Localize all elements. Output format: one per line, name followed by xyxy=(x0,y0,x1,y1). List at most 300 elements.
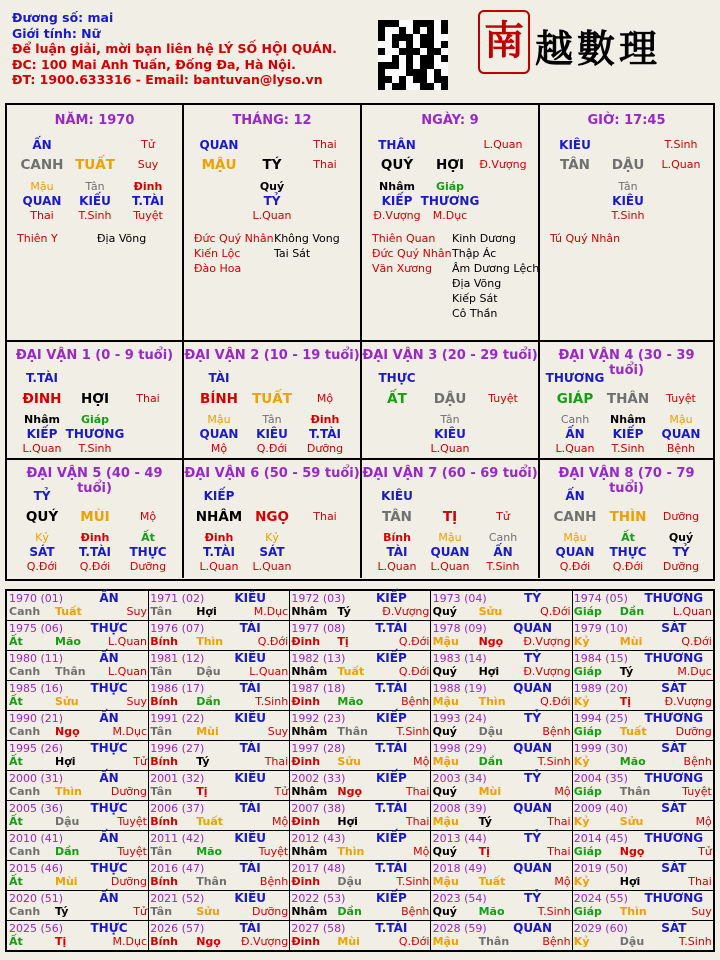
year-god: ẤN xyxy=(99,711,119,725)
dai-van-can: TÂN xyxy=(382,509,412,525)
year-branch: Tý xyxy=(478,815,492,828)
year-god: THƯƠNG xyxy=(644,711,704,725)
dai-van-state: Thai xyxy=(136,392,160,405)
year-label: 1972 (03) xyxy=(291,592,346,605)
star-label: Thiên Quan xyxy=(372,232,436,245)
star-label: Tai Sát xyxy=(274,247,311,260)
year-label: 1986 (17) xyxy=(150,682,205,695)
dai-van-god: T.TÀI xyxy=(26,371,58,385)
year-label: 1980 (11) xyxy=(9,652,64,665)
year-cell xyxy=(7,861,149,891)
pillar-chi: DẬU xyxy=(611,157,645,173)
year-stem: Mậu xyxy=(432,635,459,648)
year-branch: Tị xyxy=(619,695,632,708)
year-cell xyxy=(431,891,573,921)
hidden-stem: Ất xyxy=(621,531,635,544)
year-stem: Đinh xyxy=(291,755,321,768)
year-stem: Ất xyxy=(9,755,23,768)
year-label: 1974 (05) xyxy=(573,592,628,605)
year-state: M.Dục xyxy=(112,935,147,948)
year-state: Dưỡng xyxy=(110,875,147,888)
hidden-god: T.TÀI xyxy=(309,427,341,441)
year-state: Suy xyxy=(267,725,289,738)
year-stem: Tân xyxy=(150,665,173,678)
hidden-state: L.Quan xyxy=(252,560,292,573)
year-branch: Mùi xyxy=(196,725,219,738)
year-state: Đ.Vượng xyxy=(523,635,571,648)
hidden-god: T.TÀI xyxy=(132,194,164,208)
year-cell xyxy=(572,771,714,801)
year-label: 1978 (09) xyxy=(432,622,487,635)
dai-van-chi: DẬU xyxy=(433,391,467,407)
stars-right xyxy=(452,231,539,321)
year-god: T.TÀI xyxy=(375,921,408,935)
dai-van-god: THỰC xyxy=(378,371,416,385)
year-label: 2028 (59) xyxy=(432,922,487,935)
year-label: 1999 (30) xyxy=(573,742,628,755)
year-cell xyxy=(289,621,431,651)
star-label: Địa Võng xyxy=(452,277,502,290)
year-cell xyxy=(289,891,431,921)
hidden-state: L.Quan xyxy=(555,442,595,455)
year-label: 2008 (39) xyxy=(432,802,487,815)
year-label: 2023 (54) xyxy=(432,892,487,905)
dai-van-can: ĐINH xyxy=(22,391,62,407)
year-state: T.Sinh xyxy=(537,755,571,768)
year-god: SÁT xyxy=(661,801,687,815)
hidden-state: Dưỡng xyxy=(306,442,344,455)
year-stem: Giáp xyxy=(573,905,602,918)
year-label: 2004 (35) xyxy=(573,772,628,785)
dai-van-can: GIÁP xyxy=(556,391,594,407)
dai-van-title: ĐẠI VẬN 7 (60 - 69 tuổi) xyxy=(362,466,538,481)
year-state: Q.Đới xyxy=(681,635,712,648)
dai-van-god: TÀI xyxy=(208,371,230,385)
hidden-god: T.TÀI xyxy=(79,545,111,559)
year-stem: Giáp xyxy=(573,785,602,798)
year-stem: Tân xyxy=(150,845,173,858)
star-label: Đức Quý Nhân xyxy=(194,232,274,245)
year-branch: Ngọ xyxy=(196,935,221,948)
dai-van-state: Tuyệt xyxy=(666,392,696,405)
year-label: 1988 (19) xyxy=(432,682,487,695)
year-state: Đ.Vượng xyxy=(240,935,289,948)
year-cell xyxy=(7,741,149,771)
year-stem: Ất xyxy=(9,935,23,948)
year-branch: Mùi xyxy=(619,635,643,648)
year-state: Mộ xyxy=(413,755,430,768)
pillar-top-god: THÂN xyxy=(378,138,416,152)
year-state: Dưỡng xyxy=(110,785,147,798)
dai-van-state: Dưỡng xyxy=(662,510,700,523)
year-stem: Quý xyxy=(432,725,457,738)
dai-van-title: ĐẠI VẬN 3 (20 - 29 tuổi) xyxy=(362,348,538,363)
year-stem: Đinh xyxy=(291,935,321,948)
year-branch: Hợi xyxy=(337,815,358,828)
hidden-god: THỰC xyxy=(609,545,647,559)
hidden-stem: Bính xyxy=(383,531,411,544)
year-stem: Canh xyxy=(9,605,41,618)
year-god: THỰC xyxy=(90,741,128,755)
year-branch: Dần xyxy=(619,605,645,618)
year-state: Q.Đới xyxy=(540,605,571,618)
year-branch: Ngọ xyxy=(337,785,363,798)
pillar-top-state: T.Sinh xyxy=(664,138,698,151)
year-stem: Tân xyxy=(150,785,173,798)
hidden-state: L.Quan xyxy=(377,560,417,573)
pillar-top-god: ẤN xyxy=(32,138,52,152)
year-god: KIÊU xyxy=(234,891,267,905)
year-label: 1984 (15) xyxy=(573,652,628,665)
year-cell xyxy=(148,861,290,891)
hidden-god: QUAN xyxy=(661,427,701,441)
year-branch: Thìn xyxy=(478,695,506,708)
seal-logo: 南 xyxy=(478,10,530,74)
year-god: T.TÀI xyxy=(375,741,408,755)
year-god: THƯƠNG xyxy=(644,831,704,845)
year-god: KIẾP xyxy=(376,771,407,785)
year-label: 2025 (56) xyxy=(9,922,64,935)
year-god: KIẾP xyxy=(376,831,407,845)
hidden-state: L.Quan xyxy=(22,442,62,455)
year-label: 1977 (08) xyxy=(291,622,346,635)
year-god: QUAN xyxy=(513,681,553,695)
year-state: Thai xyxy=(547,845,571,858)
year-state: Q.Đới xyxy=(398,635,430,648)
year-label: 1987 (18) xyxy=(291,682,346,695)
year-branch: Mùi xyxy=(337,935,360,948)
year-state: Mộ xyxy=(554,875,571,888)
hidden-state: T.Sinh xyxy=(78,209,112,222)
dai-van-state: Tử xyxy=(496,510,510,523)
year-god: THỰC xyxy=(90,801,128,815)
hidden-stem: Kỷ xyxy=(265,531,279,544)
year-god: SÁT xyxy=(661,861,687,875)
year-state: L.Quan xyxy=(108,665,147,678)
dai-van-title: ĐẠI VẬN 2 (10 - 19 tuổi) xyxy=(184,348,360,363)
year-label: 2003 (34) xyxy=(432,772,487,785)
year-state: Tử xyxy=(133,905,147,918)
year-state: Bệnh xyxy=(401,905,430,918)
year-stem: Quý xyxy=(432,905,457,918)
year-state: Mộ xyxy=(554,785,571,798)
year-branch: Tý xyxy=(196,755,210,768)
year-stem: Nhâm xyxy=(291,905,328,918)
year-stem: Canh xyxy=(9,785,41,798)
dai-van-chi: TỊ xyxy=(442,509,458,525)
hidden-stem: Đinh xyxy=(80,531,110,544)
year-god: SÁT xyxy=(661,681,687,695)
year-branch: Tý xyxy=(619,665,634,678)
hidden-god: THƯƠNG xyxy=(65,427,125,441)
qr-code xyxy=(378,20,448,90)
hidden-god: QUAN xyxy=(430,545,470,559)
year-branch: Tị xyxy=(337,635,349,648)
chart-grid xyxy=(5,103,715,581)
year-state: Suy xyxy=(126,695,147,708)
hidden-god: QUAN xyxy=(555,545,595,559)
year-cell xyxy=(148,831,290,861)
year-branch: Thìn xyxy=(619,905,647,918)
year-stem: Kỷ xyxy=(573,935,590,948)
year-state: Mộ xyxy=(271,815,289,828)
year-branch: Hợi xyxy=(619,875,641,888)
year-stem: Quý xyxy=(432,785,457,798)
year-cell xyxy=(7,591,149,621)
dai-van-state: Tuyệt xyxy=(488,392,518,405)
pillar-title: THÁNG: 12 xyxy=(232,113,312,128)
year-label: 1982 (13) xyxy=(291,652,346,665)
owner-name: Đương số: mai xyxy=(12,10,114,25)
stars-right xyxy=(274,231,340,261)
year-branch: Mão xyxy=(55,635,81,648)
year-cell xyxy=(572,651,714,681)
dai-van-god: THƯƠNG xyxy=(545,371,605,385)
dai-van-state: Mộ xyxy=(316,392,334,405)
year-label: 1971 (02) xyxy=(150,592,205,605)
year-state: Q.Đới xyxy=(398,935,430,948)
hidden-stem: Ất xyxy=(141,531,155,544)
year-god: SÁT xyxy=(661,921,687,935)
hidden-stem: Nhâm xyxy=(610,413,646,426)
hidden-stem: Quý xyxy=(259,180,285,193)
year-branch: Dậu xyxy=(196,665,221,678)
pillar-state: Thai xyxy=(313,158,337,171)
year-branch: Ngọ xyxy=(478,635,504,648)
year-branch: Tị xyxy=(55,935,67,948)
year-state: Bệnh xyxy=(259,875,289,888)
year-state: M.Dục xyxy=(112,725,147,738)
year-god: KIẾP xyxy=(376,891,407,905)
year-label: 2014 (45) xyxy=(573,832,628,845)
year-branch: Mão xyxy=(619,755,646,768)
hidden-god: KIẾP xyxy=(381,194,413,208)
year-label: 1994 (25) xyxy=(573,712,628,725)
hidden-stem: Giáp xyxy=(80,413,110,426)
year-cell xyxy=(148,921,290,951)
year-branch: Mão xyxy=(337,695,364,708)
stars-left xyxy=(194,231,274,276)
year-god: KIÊU xyxy=(234,591,267,605)
year-stem: Giáp xyxy=(573,665,602,678)
pillar-chi: TUẤT xyxy=(75,157,115,173)
year-state: Đ.Vượng xyxy=(523,665,571,678)
year-label: 1970 (01) xyxy=(9,592,64,605)
year-branch: Thân xyxy=(196,875,227,888)
pillar-state: Đ.Vượng xyxy=(479,158,527,171)
year-god: TÀI xyxy=(239,861,261,875)
year-god: TÀI xyxy=(239,741,261,755)
pillar-top-state: L.Quan xyxy=(483,138,523,151)
year-label: 2005 (36) xyxy=(9,802,64,815)
year-cell xyxy=(7,651,149,681)
year-state: L.Quan xyxy=(108,635,147,648)
dai-van-cell xyxy=(540,342,713,460)
year-cell xyxy=(289,741,431,771)
year-god: TỶ xyxy=(524,831,542,845)
year-branch: Mão xyxy=(196,845,223,858)
year-god: THƯƠNG xyxy=(644,771,704,785)
year-state: Tuyệt xyxy=(258,845,289,858)
star-label: Kiếp Sát xyxy=(452,292,498,305)
hidden-state: Q.Đới xyxy=(26,560,58,573)
dai-van-title: ĐẠI VẬN 5 (40 - 49 tuổi) xyxy=(26,466,163,496)
year-god: QUAN xyxy=(513,801,553,815)
year-label: 1976 (07) xyxy=(150,622,205,635)
year-state: Q.Đới xyxy=(257,635,289,648)
year-state: Thai xyxy=(547,815,571,828)
year-branch: Hợi xyxy=(196,605,217,618)
year-stem: Giáp xyxy=(573,605,602,618)
year-stem: Canh xyxy=(9,725,41,738)
hidden-state: L.Quan xyxy=(252,209,292,222)
dai-van-title: ĐẠI VẬN 6 (50 - 59 tuổi) xyxy=(184,466,360,481)
pillar-cell xyxy=(362,105,540,342)
pillar-top-state: Thai xyxy=(313,138,337,151)
year-cell xyxy=(289,651,431,681)
year-stem: Quý xyxy=(432,605,457,618)
year-label: 2021 (52) xyxy=(150,892,205,905)
year-god: TỶ xyxy=(524,891,542,905)
year-stem: Bính xyxy=(150,815,179,828)
year-god: TÀI xyxy=(239,681,261,695)
year-branch: Tuất xyxy=(478,875,506,888)
year-state: M.Dục xyxy=(253,605,289,618)
year-label: 1998 (29) xyxy=(432,742,487,755)
dai-van-cell xyxy=(184,460,362,578)
year-state: Dưỡng xyxy=(252,905,289,918)
year-stem: Mậu xyxy=(432,755,459,768)
year-stem: Ất xyxy=(9,695,23,708)
dai-van-can: CANH xyxy=(553,509,597,525)
year-state: T.Sinh xyxy=(537,905,571,918)
year-label: 1993 (24) xyxy=(432,712,487,725)
year-god: KIÊU xyxy=(234,651,267,665)
year-stem: Nhâm xyxy=(291,605,328,618)
pillar-top-god: QUAN xyxy=(199,138,239,152)
hidden-stem: Mậu xyxy=(563,531,587,544)
star-label: Kinh Dương xyxy=(452,232,516,245)
hidden-stem: Đinh xyxy=(204,531,234,544)
star-label: Văn Xương xyxy=(372,262,432,275)
year-branch: Ngọ xyxy=(619,845,645,858)
hidden-god: KIÊU xyxy=(612,194,644,208)
year-stem: Bính xyxy=(150,635,179,648)
year-god: KIÊU xyxy=(234,831,267,845)
year-label: 1973 (04) xyxy=(432,592,487,605)
year-cell xyxy=(431,831,573,861)
year-god: T.TÀI xyxy=(375,681,408,695)
year-stem: Kỷ xyxy=(573,815,590,828)
year-branch: Thân xyxy=(619,785,651,798)
year-cell xyxy=(431,711,573,741)
year-god: QUAN xyxy=(513,741,553,755)
hidden-stem: Quý xyxy=(668,531,694,544)
hidden-state: Tuyệt xyxy=(133,209,163,222)
star-label: Địa Võng xyxy=(97,232,147,245)
year-branch: Tuất xyxy=(337,665,365,678)
dai-van-chi: TUẤT xyxy=(252,391,292,407)
year-branch: Tý xyxy=(55,905,69,918)
year-god: KIÊU xyxy=(234,771,267,785)
year-state: Đ.Vượng xyxy=(664,695,712,708)
year-cell xyxy=(572,861,714,891)
hidden-god: QUAN xyxy=(199,427,239,441)
year-god: THỰC xyxy=(90,621,128,635)
year-cell xyxy=(572,891,714,921)
year-god: THỰC xyxy=(90,921,128,935)
year-branch: Thân xyxy=(337,725,368,738)
year-stem: Ất xyxy=(9,635,23,648)
pillar-cell xyxy=(7,105,184,342)
year-state: T.Sinh xyxy=(255,695,289,708)
year-label: 1983 (14) xyxy=(432,652,487,665)
year-label: 1996 (27) xyxy=(150,742,205,755)
star-label: Không Vong xyxy=(274,232,340,245)
dai-van-can: NHÂM xyxy=(195,509,243,525)
annual-table xyxy=(5,589,715,952)
year-label: 2001 (32) xyxy=(150,772,205,785)
year-branch: Tị xyxy=(478,845,490,858)
pillar-title: GIỜ: 17:45 xyxy=(587,113,666,128)
star-label: Cô Thần xyxy=(452,307,498,320)
year-stem: Mậu xyxy=(432,815,459,828)
year-branch: Tị xyxy=(196,785,208,798)
year-god: THỰC xyxy=(90,681,128,695)
year-branch: Mão xyxy=(478,905,505,918)
hidden-state: L.Quan xyxy=(430,560,470,573)
year-state: Bệnh xyxy=(542,935,571,948)
year-stem: Quý xyxy=(432,665,457,678)
hidden-state: T.Sinh xyxy=(611,442,645,455)
year-label: 1985 (16) xyxy=(9,682,64,695)
year-god: T.TÀI xyxy=(375,861,408,875)
year-label: 2007 (38) xyxy=(291,802,346,815)
year-stem: Đinh xyxy=(291,875,321,888)
hidden-god: T.TÀI xyxy=(203,545,235,559)
hidden-god: KIẾP xyxy=(612,427,644,441)
year-label: 1992 (23) xyxy=(291,712,346,725)
pillar-state: Suy xyxy=(137,158,159,171)
hidden-state: Thai xyxy=(30,209,54,222)
year-state: Thai xyxy=(688,875,712,888)
year-branch: Sửu xyxy=(196,905,220,918)
year-cell xyxy=(289,771,431,801)
star-label: Đức Quý Nhân xyxy=(372,247,452,260)
year-stem: Kỷ xyxy=(573,875,590,888)
hidden-god: KIÊU xyxy=(256,427,288,441)
year-god: TÀI xyxy=(239,621,261,635)
pillar-state: L.Quan xyxy=(661,158,701,171)
year-stem: Kỷ xyxy=(573,755,590,768)
dai-van-chi: MÙI xyxy=(80,509,110,525)
year-branch: Dần xyxy=(55,845,80,858)
year-branch: Mùi xyxy=(478,785,502,798)
hidden-god: SÁT xyxy=(259,545,285,559)
dai-van-title: ĐẠI VẬN 8 (70 - 79 tuổi) xyxy=(558,466,695,496)
hidden-stem: Tân xyxy=(440,413,460,426)
year-stem: Bính xyxy=(150,695,179,708)
address: ĐC: 100 Mai Anh Tuấn, Đống Đa, Hà Nội. xyxy=(12,56,296,72)
dai-van-chi: NGỌ xyxy=(255,509,289,525)
hidden-stem: Mậu xyxy=(207,413,231,426)
year-cell xyxy=(289,711,431,741)
hidden-state: Q.Đới xyxy=(612,560,644,573)
year-god: QUAN xyxy=(513,921,553,935)
year-god: THƯƠNG xyxy=(644,591,704,605)
year-label: 2009 (40) xyxy=(573,802,628,815)
year-label: 2027 (58) xyxy=(291,922,346,935)
